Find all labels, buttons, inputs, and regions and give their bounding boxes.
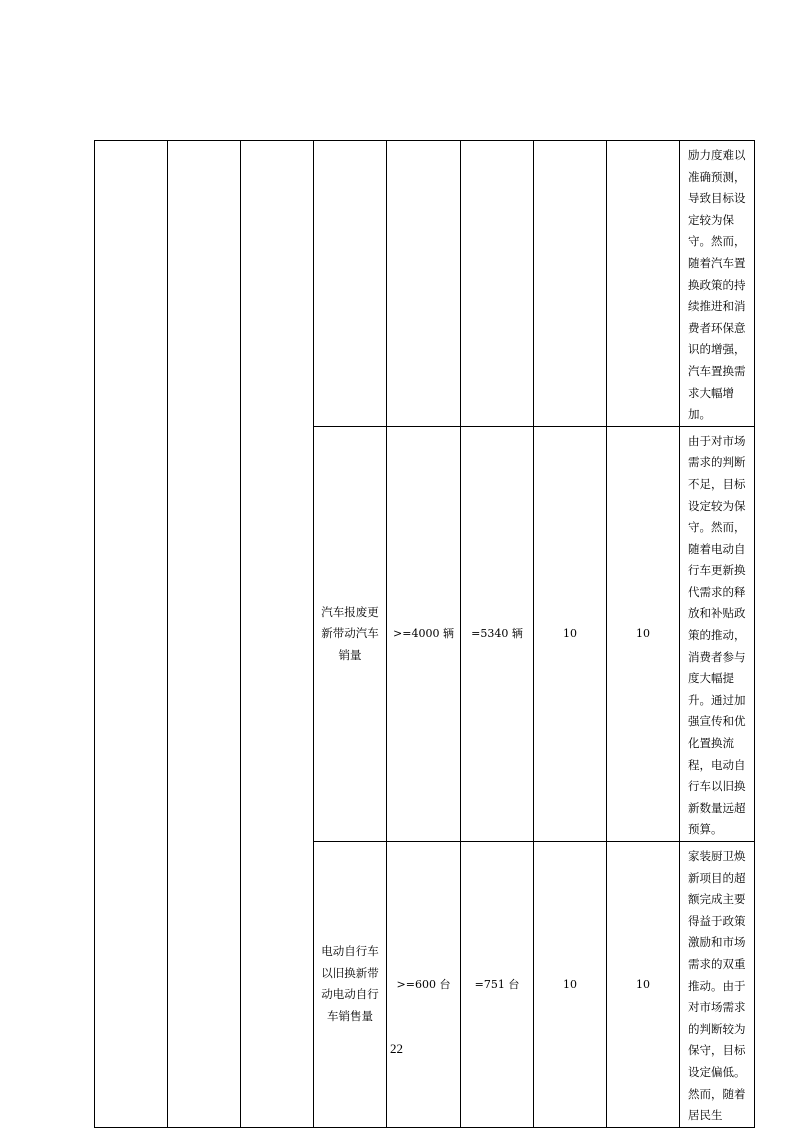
actual-cell: =5340 辆 <box>461 426 534 841</box>
merged-cell-col1 <box>95 141 168 1128</box>
page-number: 22 <box>390 1041 403 1056</box>
indicator-cell: 汽车报废更新带动汽车销量 <box>314 426 387 841</box>
score-cell: 10 <box>607 426 680 841</box>
target-cell: >=600 台 <box>387 842 461 1128</box>
merged-cell-col3 <box>241 141 314 1128</box>
remark-cell: 励力度难以准确预测，导致目标设定较为保守。然而，随着汽车置换政策的持续推进和消费者环保意识的增强，汽车置换需求大幅增加。 <box>680 141 755 427</box>
target-cell <box>387 141 461 427</box>
score-cell <box>607 141 680 427</box>
actual-cell <box>461 141 534 427</box>
merged-cell-col2 <box>168 141 241 1128</box>
weight-cell: 10 <box>534 842 607 1128</box>
performance-table <box>94 140 755 1128</box>
remark-cell: 家装厨卫焕新项目的超额完成主要得益于政策激励和市场需求的双重推动。由于对市场需求的判断较为保守，目标设定偏低。然而，随着居民生 <box>680 842 755 1128</box>
actual-cell: =751 台 <box>461 842 534 1128</box>
remark-cell: 由于对市场需求的判断不足，目标设定较为保守。然而，随着电动自行车更新换代需求的释放和补贴政策的推动，消费者参与度大幅提升。通过加强宣传和优化置换流程，电动自行车以旧换新数量远超预算。 <box>680 426 755 841</box>
score-cell: 10 <box>607 842 680 1128</box>
indicator-cell: 电动自行车以旧换新带动电动自行车销售量 <box>314 842 387 1128</box>
indicator-cell <box>314 141 387 427</box>
target-cell: >=4000 辆 <box>387 426 461 841</box>
weight-cell <box>534 141 607 427</box>
weight-cell: 10 <box>534 426 607 841</box>
table-row <box>95 141 755 427</box>
